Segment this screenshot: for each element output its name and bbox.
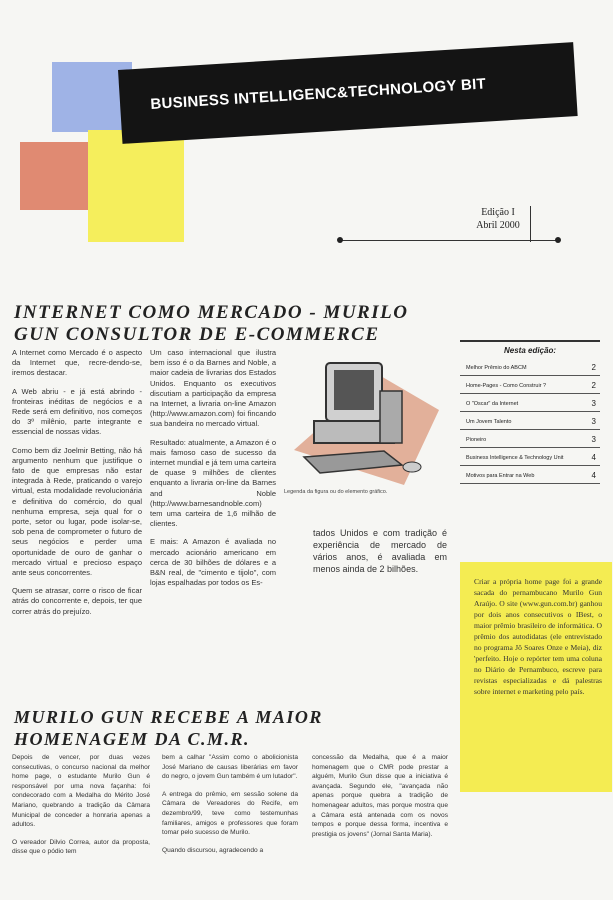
paragraph: E mais: A Amazon é avaliada no mercado acionário americano em cerca de 30 bilhões de dólares e a B&N real, de "cimento e tijolo", com lojas espalhadas por todos os Es-	[150, 537, 276, 588]
article1-col2	[150, 348, 276, 596]
sidebar-item[interactable]: Business Intelligence & Technology Unit 4	[460, 448, 600, 466]
paragraph: Quem se atrasar, corre o risco de ficar atrás do concorrente e, depois, ter que correr atrás do prejuízo.	[12, 586, 142, 616]
paragraph: tados Unidos e com tradição é experiência de mercado de vários anos, é avaliada em menos ainda de 2 bilhões.	[313, 528, 447, 574]
promo-box: Criar a própria home page foi a grande sacada do pernambucano Murilo Gun Araújo. O site (www.gun.com.br) ganhou por dois anos consecutivos o IBest, o maior prêmio brasileiro de informática. O prêmio dos autodidatas (ele entrevistado no programa Jô Soares Onze e Meia), diz 'perfeito. Hoje o repórter tem uma coluna no Diário de Pernambuco, escreve para revistas especializadas e dá palestras sobre internet e marketing pelo país.	[460, 562, 612, 792]
decor-block-yellow	[88, 130, 184, 242]
article1-headline: INTERNET COMO MERCADO - MURILO GUN CONSULTOR DE E-COMMERCE	[14, 302, 409, 345]
paragraph: A Internet como Mercado é o aspecto da Internet que, recre-dendo-se, iremos destacar.	[12, 348, 142, 378]
paragraph: A entrega do prêmio, em sessão solene da Câmara de Vereadores do Recife, em dezembro/99, teve como testemunhas familiares, amigos e professores que foram tomar pelo sucesso de Murilo.	[162, 790, 298, 837]
paragraph: Como bem diz Joelmir Betting, não há argumento nenhum que justifique o fato de que empresas não estar integrada à Rede, praticando o varejo virtual, esta modalidade revolucionária e definitiva do comércio, do qual nenhuma empresa, seja qual for o porte, setor ou lugar, pode isolar-se, sob pena de comprometer o futuro de seus negócios e perder uma oportunidade de ouro de ganhar o mercado virtual e precioso espaço ante seus concorrentes.	[12, 445, 142, 578]
sidebar-item[interactable]: Melhor Prêmio do ABCM 2	[460, 358, 600, 376]
paragraph: O vereador Dilvio Correa, autor da proposta, disse que o pódio tem	[12, 838, 150, 856]
paragraph: Depois de vencer, por duas vezes consecutivas, o concurso nacional da melhor home page, o estudante Murilo Gun é responsável por uma nova façanha: foi condecorado com a Medalha do Mérito José Mariano, quebrando a tradição da Câmara Municipal de conceder a honraria apenas a adultos.	[12, 754, 150, 829]
sidebar-item[interactable]: Pioneiro 3	[460, 430, 600, 448]
article2-col1	[12, 753, 150, 865]
contents-sidebar	[460, 340, 600, 484]
edition-vertical-rule	[530, 206, 531, 242]
sidebar-item[interactable]: Motivos para Entrar na Web 4	[460, 466, 600, 484]
paragraph: Um caso internacional que ilustra bem isso é o da Barnes and Noble, a maior cadeia de livrarias dos Estados Unidos. Enquanto os executivos discutiam a participação da empresa na Internet, a livraria on-line Amazon (http://www.amazon.com) foi fincando sua bandeira no mercado virtual.	[150, 348, 276, 429]
rule-dot-right	[555, 237, 561, 243]
article1-col1	[12, 348, 142, 625]
article2-headline: MURILO GUN RECEBE A MAIOR HOMENAGEM DA C.M.R.	[14, 707, 323, 749]
paragraph: concessão da Medalha, que é a maior homenagem que o CMR pode prestar a alguém, Murilo Gun disse que a iniciativa é avançada. Segundo ele, "avançada não apenas porque quebra a tradição de homenagear adultos, mas porque mostra que a Câmara está antenada com os novos tempos e porque dessa forma, incentiva e prestigia os jovens" (Jornal Santa Maria).	[312, 754, 448, 838]
sidebar-title: Nesta edição:	[460, 340, 600, 358]
sidebar-item[interactable]: O "Oscar" da Internet 3	[460, 394, 600, 412]
newsletter-title: BUSINESS INTELLIGENC&TECHNOLOGY BIT	[150, 75, 487, 113]
article2-col3	[312, 753, 448, 847]
paragraph: bem a calhar "Assim como o abolicionista José Mariano de causas liberárias em favor do negro, o jovem Gun também é um lutador".	[162, 754, 298, 781]
edition-number: Edição I	[481, 207, 515, 218]
sidebar-item[interactable]: Home-Pages - Como Construir ? 2	[460, 376, 600, 394]
edition-info	[468, 206, 528, 232]
computer-illustration	[284, 355, 444, 487]
paragraph: A Web abriu - e já está abrindo - fronteiras inéditas de negócios e a Rede será em definitivo, nos começos do 3º milênio, parte integrante e essencial de nossas vidas.	[12, 386, 142, 437]
paragraph: Resultado: atualmente, a Amazon é o mais famoso caso de sucesso da internet mundial e já tem uma carteira de quase 9 milhões de clientes enquanto a livraria on-line da Barnes and Noble (http://www.barnesandnoble.com) tem uma carteira de 1,6 milhão de clientes.	[150, 437, 276, 529]
article2-col2	[162, 753, 298, 863]
article1-col3	[313, 527, 447, 583]
rule-dot-left	[337, 237, 343, 243]
paragraph: Quando discursou, agradecendo a	[162, 846, 264, 854]
sidebar-item[interactable]: Um Jovem Talento 3	[460, 412, 600, 430]
edition-rule	[340, 240, 558, 241]
figure-caption: Legenda da figura ou do elemento gráfico.	[284, 489, 388, 495]
decor-block-red	[20, 142, 98, 210]
edition-date: Abril 2000	[476, 220, 520, 231]
